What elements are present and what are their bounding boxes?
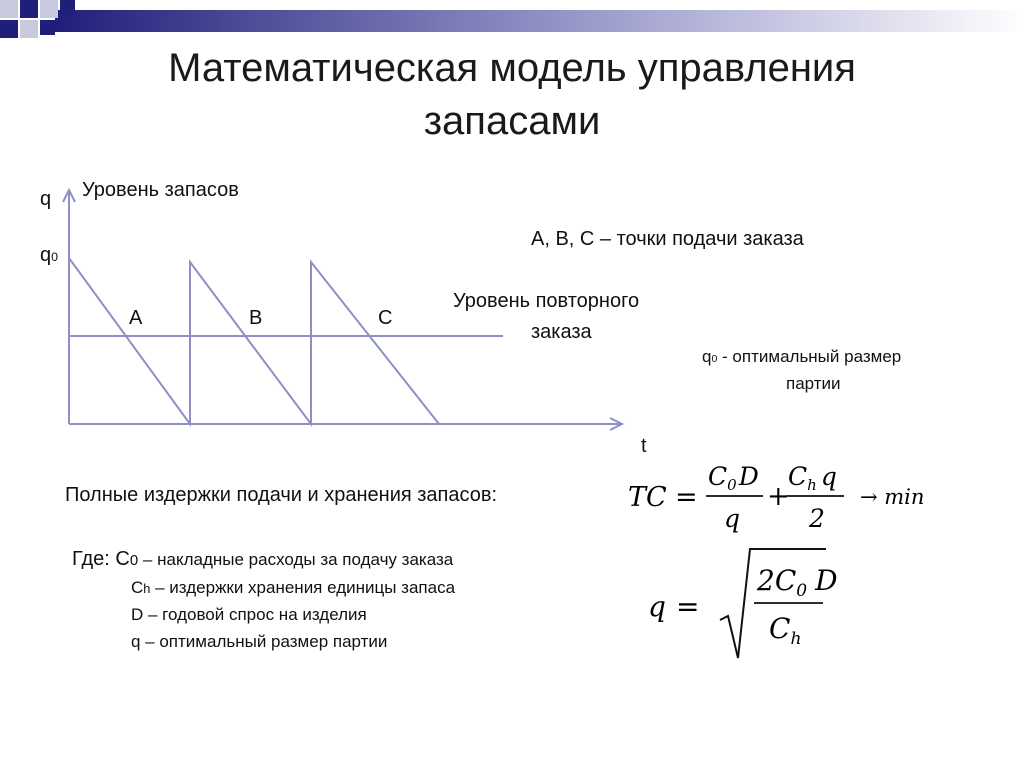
x-axis-letter: t <box>641 435 647 457</box>
optimal-q-formula <box>640 540 850 665</box>
q-equals: = <box>676 590 700 623</box>
inventory-sawtooth <box>69 258 439 424</box>
legend-d: D – годовой спрос на изделия <box>131 605 367 624</box>
q0-note-line-2: партии <box>786 374 841 393</box>
tc-plus: + <box>767 481 790 512</box>
point-b-label: B <box>249 307 263 329</box>
y-axis-title: Уровень запасов <box>82 179 239 201</box>
svg-text:2C0D: $2C_0$ D <box>757 564 838 601</box>
legend-c0: Где: С0 – накладные расходы за подачу заказа <box>72 548 454 570</box>
legend-ch: Ch – издержки хранения единицы запаса <box>131 578 456 597</box>
tc-min: → min <box>860 485 925 509</box>
point-c-label: C <box>378 307 393 329</box>
tc-denominator-q: q <box>724 504 741 533</box>
q0-note: q0 - оптимальный размер <box>702 347 902 366</box>
reorder-level-label-2: заказа <box>531 321 592 343</box>
tc-equals: = <box>675 482 698 513</box>
total-cost-label: Полные издержки подачи и хранения запасов: <box>65 484 498 506</box>
q0-label: q0 <box>40 244 59 266</box>
title-line-2: запасами <box>423 99 601 143</box>
reorder-level-label-1: Уровень повторного <box>453 290 640 312</box>
svg-text:Ch: $C_h$ <box>769 612 802 649</box>
point-a-label: A <box>129 307 143 329</box>
tc-denominator-two: 2 <box>809 504 825 533</box>
order-points-note: A, B, C – точки подачи заказа <box>531 228 804 250</box>
title-line-1: Математическая модель управления <box>168 46 856 90</box>
svg-text:C0D: $C_0D$ <box>708 462 759 494</box>
y-axis-letter: q <box>40 188 52 210</box>
q-symbol: q <box>648 590 666 623</box>
legend-q: q – оптимальный размер партии <box>131 632 388 651</box>
svg-text:Chq: $C_h$ q <box>788 462 837 494</box>
tc-symbol: TC <box>628 482 667 513</box>
total-cost-formula <box>620 455 950 535</box>
